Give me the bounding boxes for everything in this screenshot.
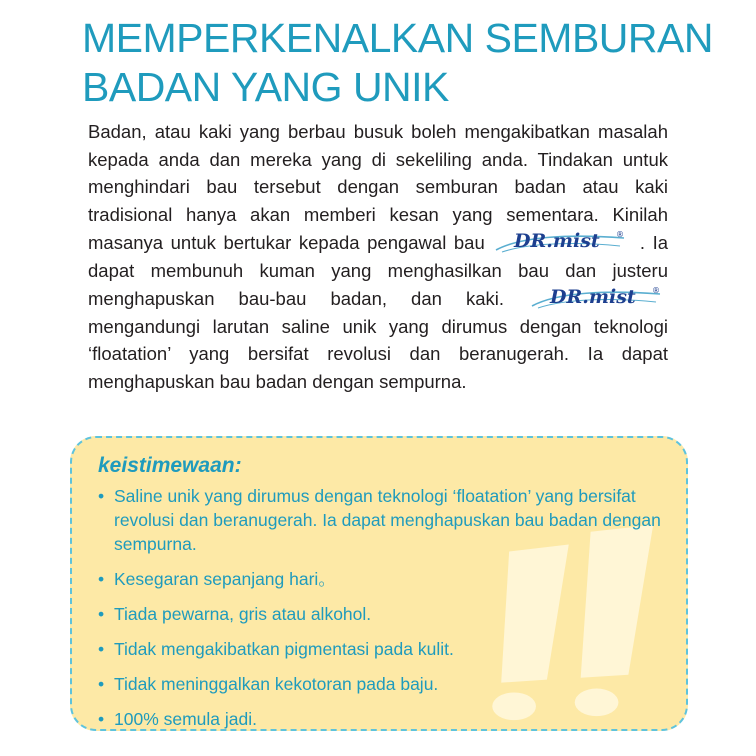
bullet-icon: • <box>98 639 105 659</box>
feature-item <box>98 484 668 556</box>
feature-item <box>98 567 668 591</box>
logo-trademark: ® <box>616 230 625 239</box>
intro-text-part-3: mengandungi larutan saline unik yang dirumus dengan teknologi ‘floatation’ yang bersifat revolusi dan beranugerah. Ia dapat menghapuskan bau badan dengan sempurna. <box>88 315 668 392</box>
feature-item <box>98 672 668 696</box>
feature-item <box>98 707 668 731</box>
logo-wordmark: DR.mist <box>550 286 636 308</box>
feature-item-text: 100% semula jadi. <box>114 709 257 729</box>
intro-paragraph <box>88 118 668 395</box>
bullet-icon: • <box>98 604 105 624</box>
page-title <box>82 14 742 112</box>
bullet-icon: • <box>98 486 105 506</box>
logo-wordmark: DR.mist <box>514 230 600 252</box>
feature-item-text: Saline unik yang dirumus dengan teknologi ‘floatation’ yang bersifat revolusi dan beranugerah. Ia dapat menghapuskan bau badan dengan sempurna. <box>114 486 661 554</box>
intro-text-part-2: . Ia dapat membunuh kuman yang menghasilkan bau dan justeru menghapuskan bau-bau badan, dan kaki. <box>88 232 669 309</box>
feature-item <box>98 602 668 626</box>
dr-mist-logo-2 <box>528 284 668 310</box>
feature-item-text: Tidak mengakibatkan pigmentasi pada kulit. <box>114 639 454 659</box>
bullet-icon: • <box>98 569 105 589</box>
intro-text-part-1: Badan, atau kaki yang berbau busuk boleh mengakibatkan masalah kepada anda dan mereka yang di sekeliling anda. Tindakan untuk menghindari bau tersebut dengan semburan badan atau kaki tradisional hanya akan memberi kesan yang sementara. Kinilah masanya untuk bertukar kepada pengawal bau <box>88 121 668 253</box>
dr-mist-logo <box>492 228 632 254</box>
feature-item-text: Kesegaran sepanjang hari。 <box>114 569 336 589</box>
feature-item-text: Tidak meninggalkan kekotoran pada baju. <box>114 674 439 694</box>
feature-item-text: Tiada pewarna, gris atau alkohol. <box>114 604 372 624</box>
bullet-icon: • <box>98 709 105 729</box>
features-box <box>70 436 688 731</box>
features-list <box>98 484 668 731</box>
title-line-1: MEMPERKENALKAN SEMBURAN <box>82 15 713 61</box>
feature-item <box>98 637 668 661</box>
features-heading: keistimewaan: <box>98 454 242 477</box>
title-line-2: BADAN YANG UNIK <box>82 64 449 110</box>
bullet-icon: • <box>98 674 105 694</box>
logo-trademark: ® <box>652 286 661 295</box>
